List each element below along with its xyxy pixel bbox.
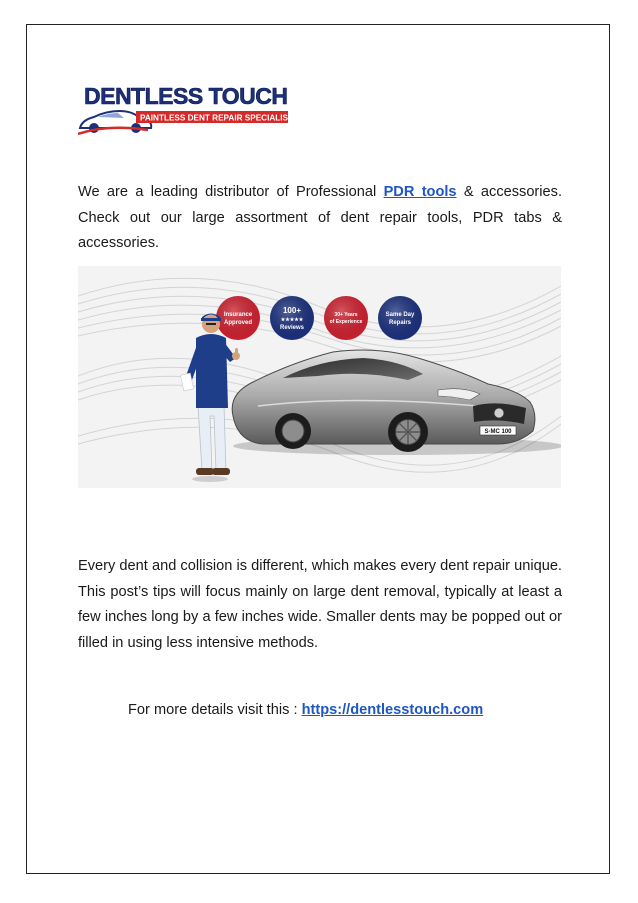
intro-text-before: We are a leading distributor of Professional	[78, 184, 384, 200]
svg-text:Approved: Approved	[223, 320, 253, 326]
intro-paragraph	[78, 180, 562, 257]
svg-text:Same Day: Same Day	[385, 312, 415, 318]
hero-image	[78, 266, 561, 488]
svg-text:★★★★★: ★★★★★	[280, 317, 304, 323]
svg-text:30+ Years: 30+ Years	[334, 312, 358, 318]
silver-sports-car	[232, 350, 561, 455]
dentless-touch-logo	[78, 80, 290, 140]
badge-insurance-approved	[216, 296, 260, 340]
intro-text-after: & accessories. Check out our large assortment of dent repair tools, PDR tabs & accessories.	[78, 184, 563, 251]
body-paragraph: Every dent and collision is different, which makes every dent repair unique. This post’s tips will focus mainly on large dent removal, typically at least a few inches long by a few inches wide. Smaller dents may be popped out or filled in using less intensive methods.	[78, 558, 562, 651]
badge-reviews	[270, 296, 314, 340]
badge-experience	[324, 296, 368, 340]
svg-text:of Experience: of Experience	[329, 319, 363, 325]
svg-text:Insurance: Insurance	[223, 312, 253, 318]
svg-text:Reviews: Reviews	[279, 325, 305, 331]
more-details-label: For more details visit this :	[128, 702, 302, 718]
more-details-line	[128, 699, 483, 721]
logo-brand: DENTLESS TOUCH	[84, 83, 288, 109]
svg-text:Repairs: Repairs	[388, 320, 412, 326]
svg-text:100+: 100+	[282, 306, 302, 315]
dentlesstouch-link[interactable]: https://dentlesstouch.com	[301, 702, 484, 718]
badge-same-day-repairs	[378, 296, 422, 340]
license-plate: S·MC 100	[484, 429, 512, 435]
logo-tagline: PAINTLESS DENT REPAIR SPECIALIST	[140, 113, 290, 123]
pdr-tools-link[interactable]: PDR tools	[383, 184, 457, 200]
